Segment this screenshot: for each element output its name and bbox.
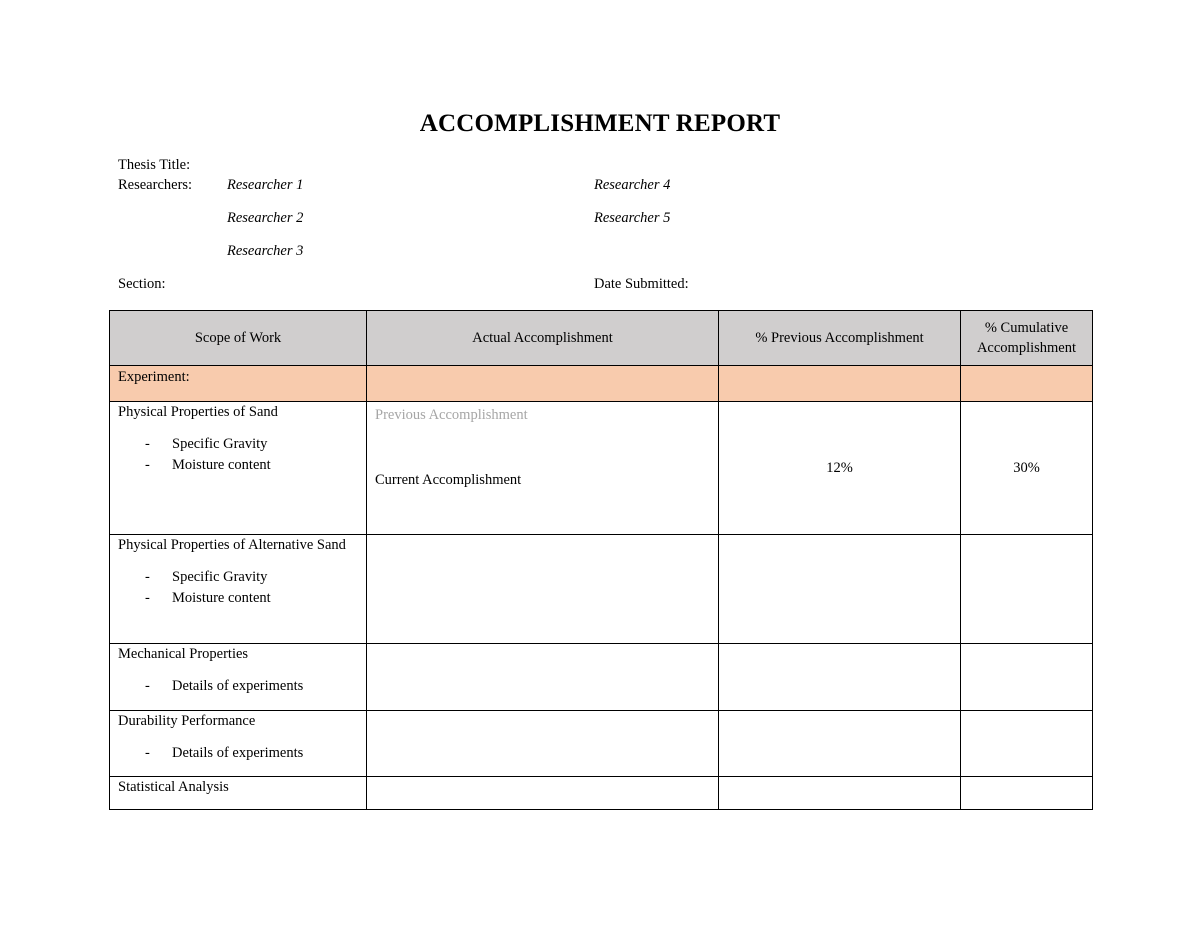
- list-item-text: Moisture content: [172, 590, 271, 606]
- scope-heading: Physical Properties of Alternative Sand: [118, 537, 346, 553]
- researcher-4: Researcher 4: [594, 177, 671, 193]
- previous-percent-cell: [719, 711, 961, 777]
- table-row: [110, 644, 1093, 711]
- table-row: [110, 711, 1093, 777]
- accomplishment-table: [109, 310, 1093, 810]
- previous-accomplishment-label: Previous Accomplishment: [375, 407, 528, 423]
- date-submitted-label: Date Submitted:: [594, 276, 689, 292]
- scope-heading: Durability Performance: [118, 713, 256, 729]
- section-row-experiment: [110, 366, 1093, 402]
- actual-accomplishment-cell: [367, 402, 719, 535]
- scope-heading: Physical Properties of Sand: [118, 404, 278, 420]
- previous-percent-cell: [719, 777, 961, 810]
- previous-percent-cell: [719, 535, 961, 644]
- scope-heading: Mechanical Properties: [118, 646, 249, 662]
- list-item: [118, 434, 358, 455]
- list-item: [118, 743, 358, 764]
- table-header-row: [110, 311, 1093, 366]
- column-header-cumulative: % Cumulative Accomplishment: [961, 311, 1093, 366]
- scope-cell: [110, 535, 367, 644]
- list-item: [118, 567, 358, 588]
- cumulative-percent-cell: [961, 535, 1093, 644]
- researcher-3: Researcher 3: [227, 243, 304, 259]
- section-empty-cell: [961, 366, 1093, 402]
- column-header-scope: Scope of Work: [110, 311, 367, 366]
- column-header-actual: Actual Accomplishment: [367, 311, 719, 366]
- list-item-text: Moisture content: [172, 457, 271, 473]
- list-item-text: Details of experiments: [172, 678, 304, 694]
- column-header-previous: % Previous Accomplishment: [719, 311, 961, 366]
- researcher-5: Researcher 5: [594, 210, 671, 226]
- list-item-text: Specific Gravity: [172, 436, 268, 452]
- table-row: [110, 402, 1093, 535]
- cumulative-percent-cell: [961, 777, 1093, 810]
- scope-item-list: [118, 567, 358, 609]
- actual-accomplishment-cell: [367, 777, 719, 810]
- dash-bullet: -: [145, 590, 150, 606]
- previous-percent-cell: 12%: [719, 402, 961, 535]
- scope-item-list: [118, 743, 358, 764]
- researcher-1: Researcher 1: [227, 177, 304, 193]
- scope-item-list: [118, 434, 358, 476]
- scope-cell: [110, 777, 367, 810]
- actual-accomplishment-cell: [367, 711, 719, 777]
- dash-bullet: -: [145, 569, 150, 585]
- list-item: [118, 676, 358, 697]
- cumulative-percent-cell: [961, 711, 1093, 777]
- previous-percent-cell: [719, 644, 961, 711]
- current-accomplishment-label: Current Accomplishment: [375, 472, 522, 488]
- cumulative-percent-cell: 30%: [961, 402, 1093, 535]
- cumulative-percent-cell: [961, 644, 1093, 711]
- section-empty-cell: [367, 366, 719, 402]
- dash-bullet: -: [145, 436, 150, 452]
- scope-cell: [110, 644, 367, 711]
- table-row: [110, 777, 1093, 810]
- list-item-text: Details of experiments: [172, 745, 304, 761]
- dash-bullet: -: [145, 745, 150, 761]
- dash-bullet: -: [145, 678, 150, 694]
- researchers-label: Researchers:: [118, 177, 193, 193]
- scope-cell: [110, 711, 367, 777]
- page-title: ACCOMPLISHMENT REPORT: [419, 110, 781, 137]
- researcher-2: Researcher 2: [227, 210, 304, 226]
- thesis-title-label: Thesis Title:: [118, 157, 191, 173]
- actual-accomplishment-cell: [367, 535, 719, 644]
- scope-cell: [110, 402, 367, 535]
- list-item: [118, 588, 358, 609]
- section-label: Section:: [118, 276, 166, 292]
- list-item: [118, 455, 358, 476]
- scope-heading: Statistical Analysis: [118, 779, 229, 795]
- section-empty-cell: [719, 366, 961, 402]
- actual-accomplishment-cell: [367, 644, 719, 711]
- scope-item-list: [118, 676, 358, 697]
- table-row: [110, 535, 1093, 644]
- section-label-cell: Experiment:: [110, 366, 367, 402]
- list-item-text: Specific Gravity: [172, 569, 268, 585]
- dash-bullet: -: [145, 457, 150, 473]
